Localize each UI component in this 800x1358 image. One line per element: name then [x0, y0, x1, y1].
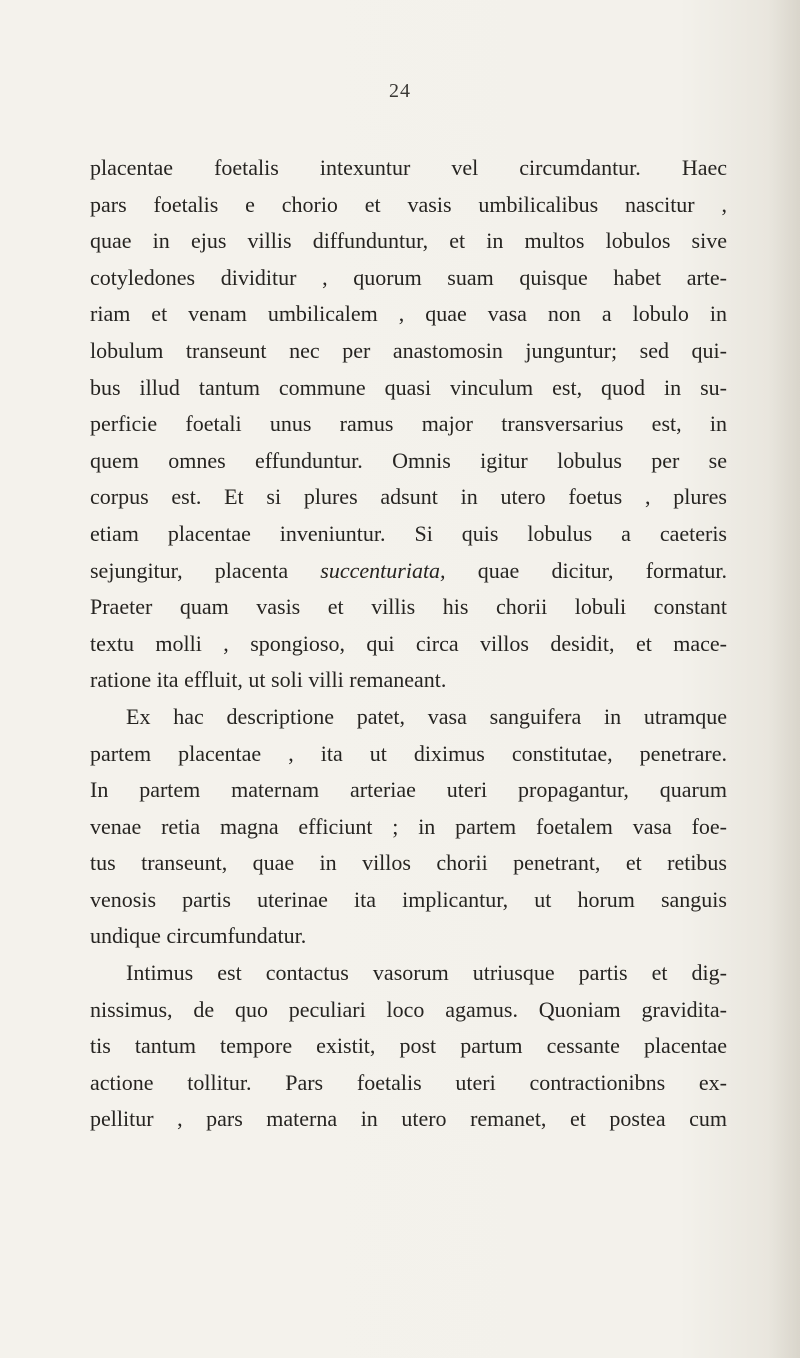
body-text	[90, 150, 727, 1138]
text-line: corpus est. Et si plures adsunt in utero foetus , plures	[90, 484, 727, 510]
page-number: 24	[389, 80, 411, 102]
text-line: placentae foetalis intexuntur vel circumdantur. Haec	[90, 155, 727, 180]
text-line: quem omnes effunduntur. Omnis igitur lobulus per se	[90, 447, 727, 473]
text-line: riam et venam umbilicalem , quae vasa non a lobulo in	[90, 301, 727, 327]
text-line: cotyledones dividitur , quorum suam quisque habet arte-	[90, 264, 727, 290]
text-line: pars foetalis e chorio et vasis umbilicalibus nascitur ,	[90, 191, 727, 217]
text-line: tis tantum tempore existit, post partum cessante placentae	[90, 1033, 727, 1059]
text-line: venae retia magna efficiunt ; in partem foetalem vasa foe-	[90, 813, 727, 839]
text-line: perficie foetali unus ramus major transversarius est, in	[90, 411, 727, 437]
text-line: bus illud tantum commune quasi vinculum est, quod in su-	[90, 374, 727, 400]
text-line: actione tollitur. Pars foetalis uteri contractionibns ex-	[90, 1069, 727, 1095]
text-line: partem placentae , ita ut diximus constitutae, penetrare.	[90, 740, 727, 766]
text-line: ratione ita effluit, ut soli villi remaneant.	[90, 667, 447, 693]
text-line: Ex hac descriptione patet, vasa sanguifera in utramque	[126, 703, 727, 729]
text-line: In partem maternam arteriae uteri propagantur, quarum	[90, 777, 727, 803]
text-line-italic: sejungitur, placenta succenturiata, quae dicitur, formatur.	[90, 557, 727, 583]
italic-term: succenturiata,	[320, 557, 446, 583]
text-line: quae in ejus villis diffunduntur, et in multos lobulos sive	[90, 228, 727, 254]
text-line: etiam placentae inveniuntur. Si quis lobulus a caeteris	[90, 520, 727, 546]
text-line: lobulum transeunt nec per anastomosin junguntur; sed qui-	[90, 337, 727, 363]
text-line: Intimus est contactus vasorum utriusque partis et dig-	[126, 960, 727, 986]
text-line: nissimus, de quo peculiari loco agamus. Quoniam gravidita-	[90, 996, 727, 1022]
text-line: Praeter quam vasis et villis his chorii lobuli constant	[90, 594, 727, 620]
text-line: undique circumfundatur.	[90, 923, 307, 949]
text-line: pellitur , pars materna in utero remanet, et postea cum	[90, 1106, 727, 1132]
text-line: tus transeunt, quae in villos chorii penetrant, et retibus	[90, 850, 727, 876]
text-line: venosis partis uterinae ita implicantur, ut horum sanguis	[90, 886, 727, 912]
text-line: textu molli , spongioso, qui circa villos desidit, et mace-	[90, 630, 727, 656]
